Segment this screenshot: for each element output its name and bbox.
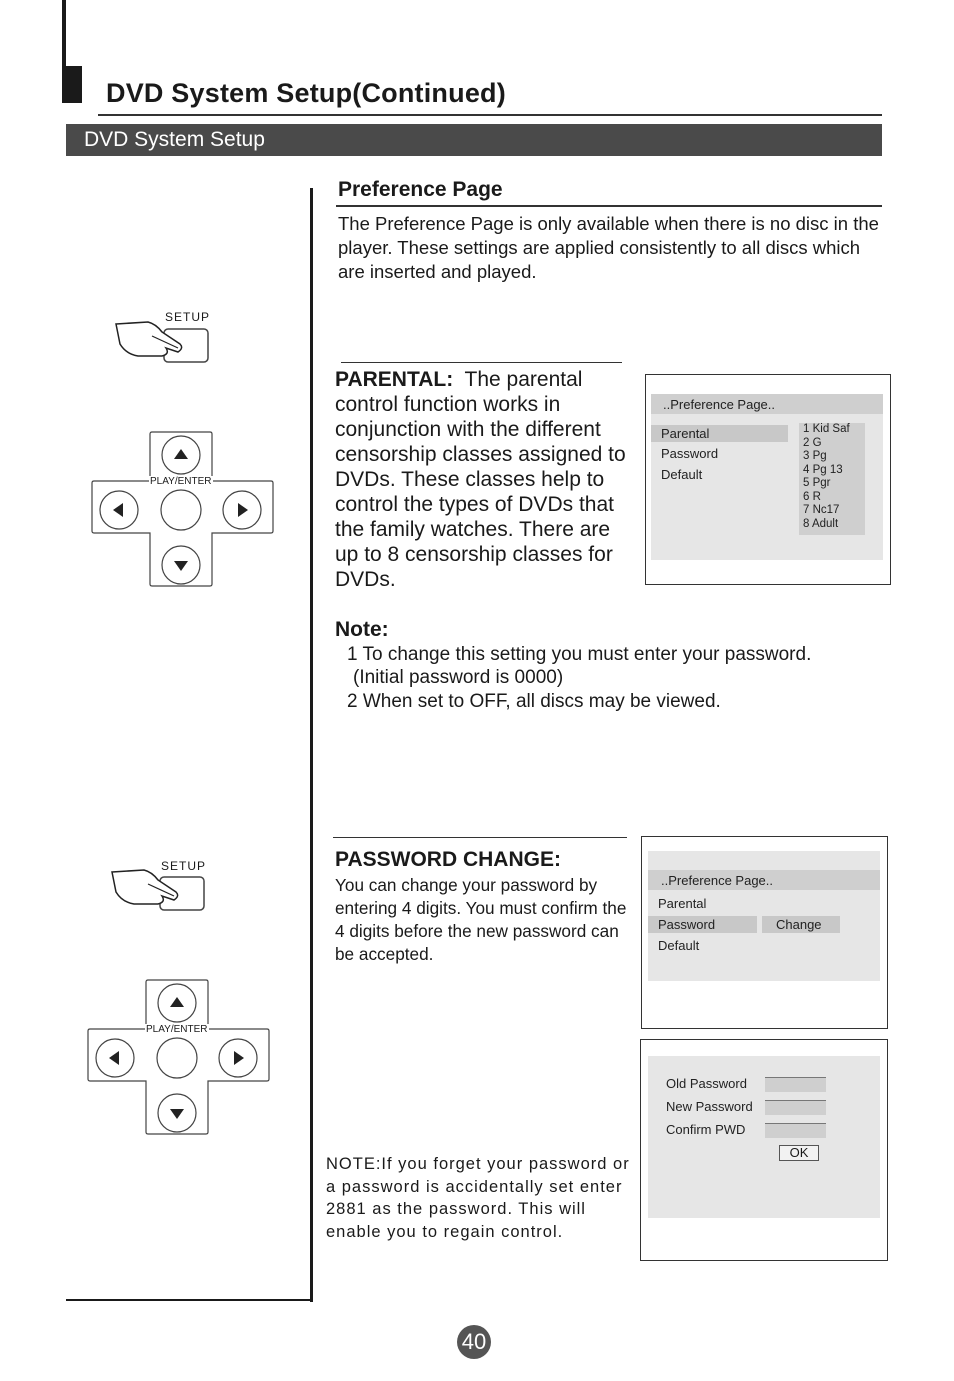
preference-title: Preference Page xyxy=(338,178,503,201)
password-screen-header-label: ..Preference Page.. xyxy=(661,873,774,888)
menu-item-parental-label: Parental xyxy=(661,426,710,441)
password-divider xyxy=(333,837,627,838)
password-change-text: You can change your password by entering 4 digits. You must confirm the 4 digits before the new password can be accepted. xyxy=(335,875,627,964)
menu-item-default[interactable]: Default xyxy=(658,938,700,953)
rating-option[interactable]: 7 Nc17 xyxy=(803,504,840,516)
header-block xyxy=(62,66,82,103)
section-banner-label: DVD System Setup xyxy=(84,128,265,151)
navigation-dpad-icon xyxy=(91,430,275,590)
note-line-3: 2 When set to OFF, all discs may be viewed. xyxy=(347,691,721,712)
new-password-label: New Password xyxy=(666,1099,753,1114)
rating-option[interactable]: 6 R xyxy=(803,490,821,503)
setup-button-label: SETUP xyxy=(165,310,211,324)
menu-item-password-label: Password xyxy=(658,917,716,932)
page-title: DVD System Setup(Continued) xyxy=(106,78,506,108)
bottom-divider xyxy=(66,1299,313,1301)
menu-item-password[interactable] xyxy=(648,916,757,933)
rating-option[interactable]: 1 Kid Saf xyxy=(803,423,850,435)
enter-button[interactable] xyxy=(157,1038,197,1078)
navigation-dpad-icon xyxy=(87,978,271,1138)
password-screen-panel xyxy=(648,851,880,981)
hand-pressing-setup-icon xyxy=(104,862,210,914)
preference-divider xyxy=(336,205,882,207)
new-password-input[interactable] xyxy=(765,1100,826,1115)
note-heading: Note: xyxy=(335,618,389,641)
enter-button[interactable] xyxy=(161,490,201,530)
password-entry-panel xyxy=(648,1056,880,1218)
change-option-label: Change xyxy=(776,917,822,932)
parental-divider xyxy=(341,362,622,363)
menu-item-default[interactable]: Default xyxy=(661,467,703,482)
password-screen xyxy=(641,836,888,1029)
confirm-password-label: Confirm PWD xyxy=(666,1122,746,1137)
password-entry-screen xyxy=(640,1039,888,1261)
section-banner xyxy=(66,124,882,156)
forget-password-note: NOTE:If you forget your password or a password is accidentally set enter 2881 as the password. This will enable you to regain control. xyxy=(326,1155,630,1241)
parental-label: PARENTAL: xyxy=(335,368,454,391)
parental-screen-header-label: ..Preference Page.. xyxy=(663,397,776,412)
old-password-input[interactable] xyxy=(765,1077,826,1092)
menu-item-parental[interactable]: Parental xyxy=(658,896,707,911)
parental-screen-header xyxy=(651,394,883,414)
ok-button[interactable]: OK xyxy=(779,1145,819,1161)
note-line-2: (Initial password is 0000) xyxy=(353,667,564,688)
play-enter-label: PLAY/ENTER xyxy=(150,476,212,487)
title-divider xyxy=(98,114,882,116)
confirm-password-input[interactable] xyxy=(765,1123,826,1138)
rating-option[interactable]: 2 G xyxy=(803,436,822,449)
menu-item-password[interactable]: Password xyxy=(661,446,719,461)
change-option[interactable] xyxy=(762,916,840,933)
password-screen-header xyxy=(648,870,880,890)
parental-text: The parental control function works in conjunction with the different censorship classes assigned to DVDs. These classes help to control the types of DVDs that the family watches. There are up to 8 censorship classes for DVDs. xyxy=(335,368,626,591)
page-number: 40 xyxy=(457,1325,491,1359)
menu-item-parental[interactable] xyxy=(651,425,788,442)
parental-screen xyxy=(645,374,891,585)
hand-pressing-setup-icon xyxy=(108,314,214,366)
password-change-title: PASSWORD CHANGE: xyxy=(335,848,561,871)
rating-option[interactable]: 5 Pgr xyxy=(803,477,831,489)
rating-option[interactable]: 3 Pg xyxy=(803,450,827,462)
column-divider xyxy=(310,188,313,1302)
note-line-1: 1 To change this setting you must enter your password. xyxy=(347,644,812,665)
old-password-label: Old Password xyxy=(666,1076,747,1091)
rating-option[interactable]: 4 Pg 13 xyxy=(803,463,843,476)
rating-options-list[interactable] xyxy=(799,423,865,535)
parental-paragraph xyxy=(335,367,635,592)
play-enter-label: PLAY/ENTER xyxy=(146,1024,208,1035)
preference-intro: The Preference Page is only available when there is no disc in the player. These settings are applied consistently to all discs which are inserted and played. xyxy=(338,213,879,282)
parental-screen-panel xyxy=(651,394,883,560)
rating-option[interactable]: 8 Adult xyxy=(803,517,839,530)
setup-button-label: SETUP xyxy=(161,859,207,873)
